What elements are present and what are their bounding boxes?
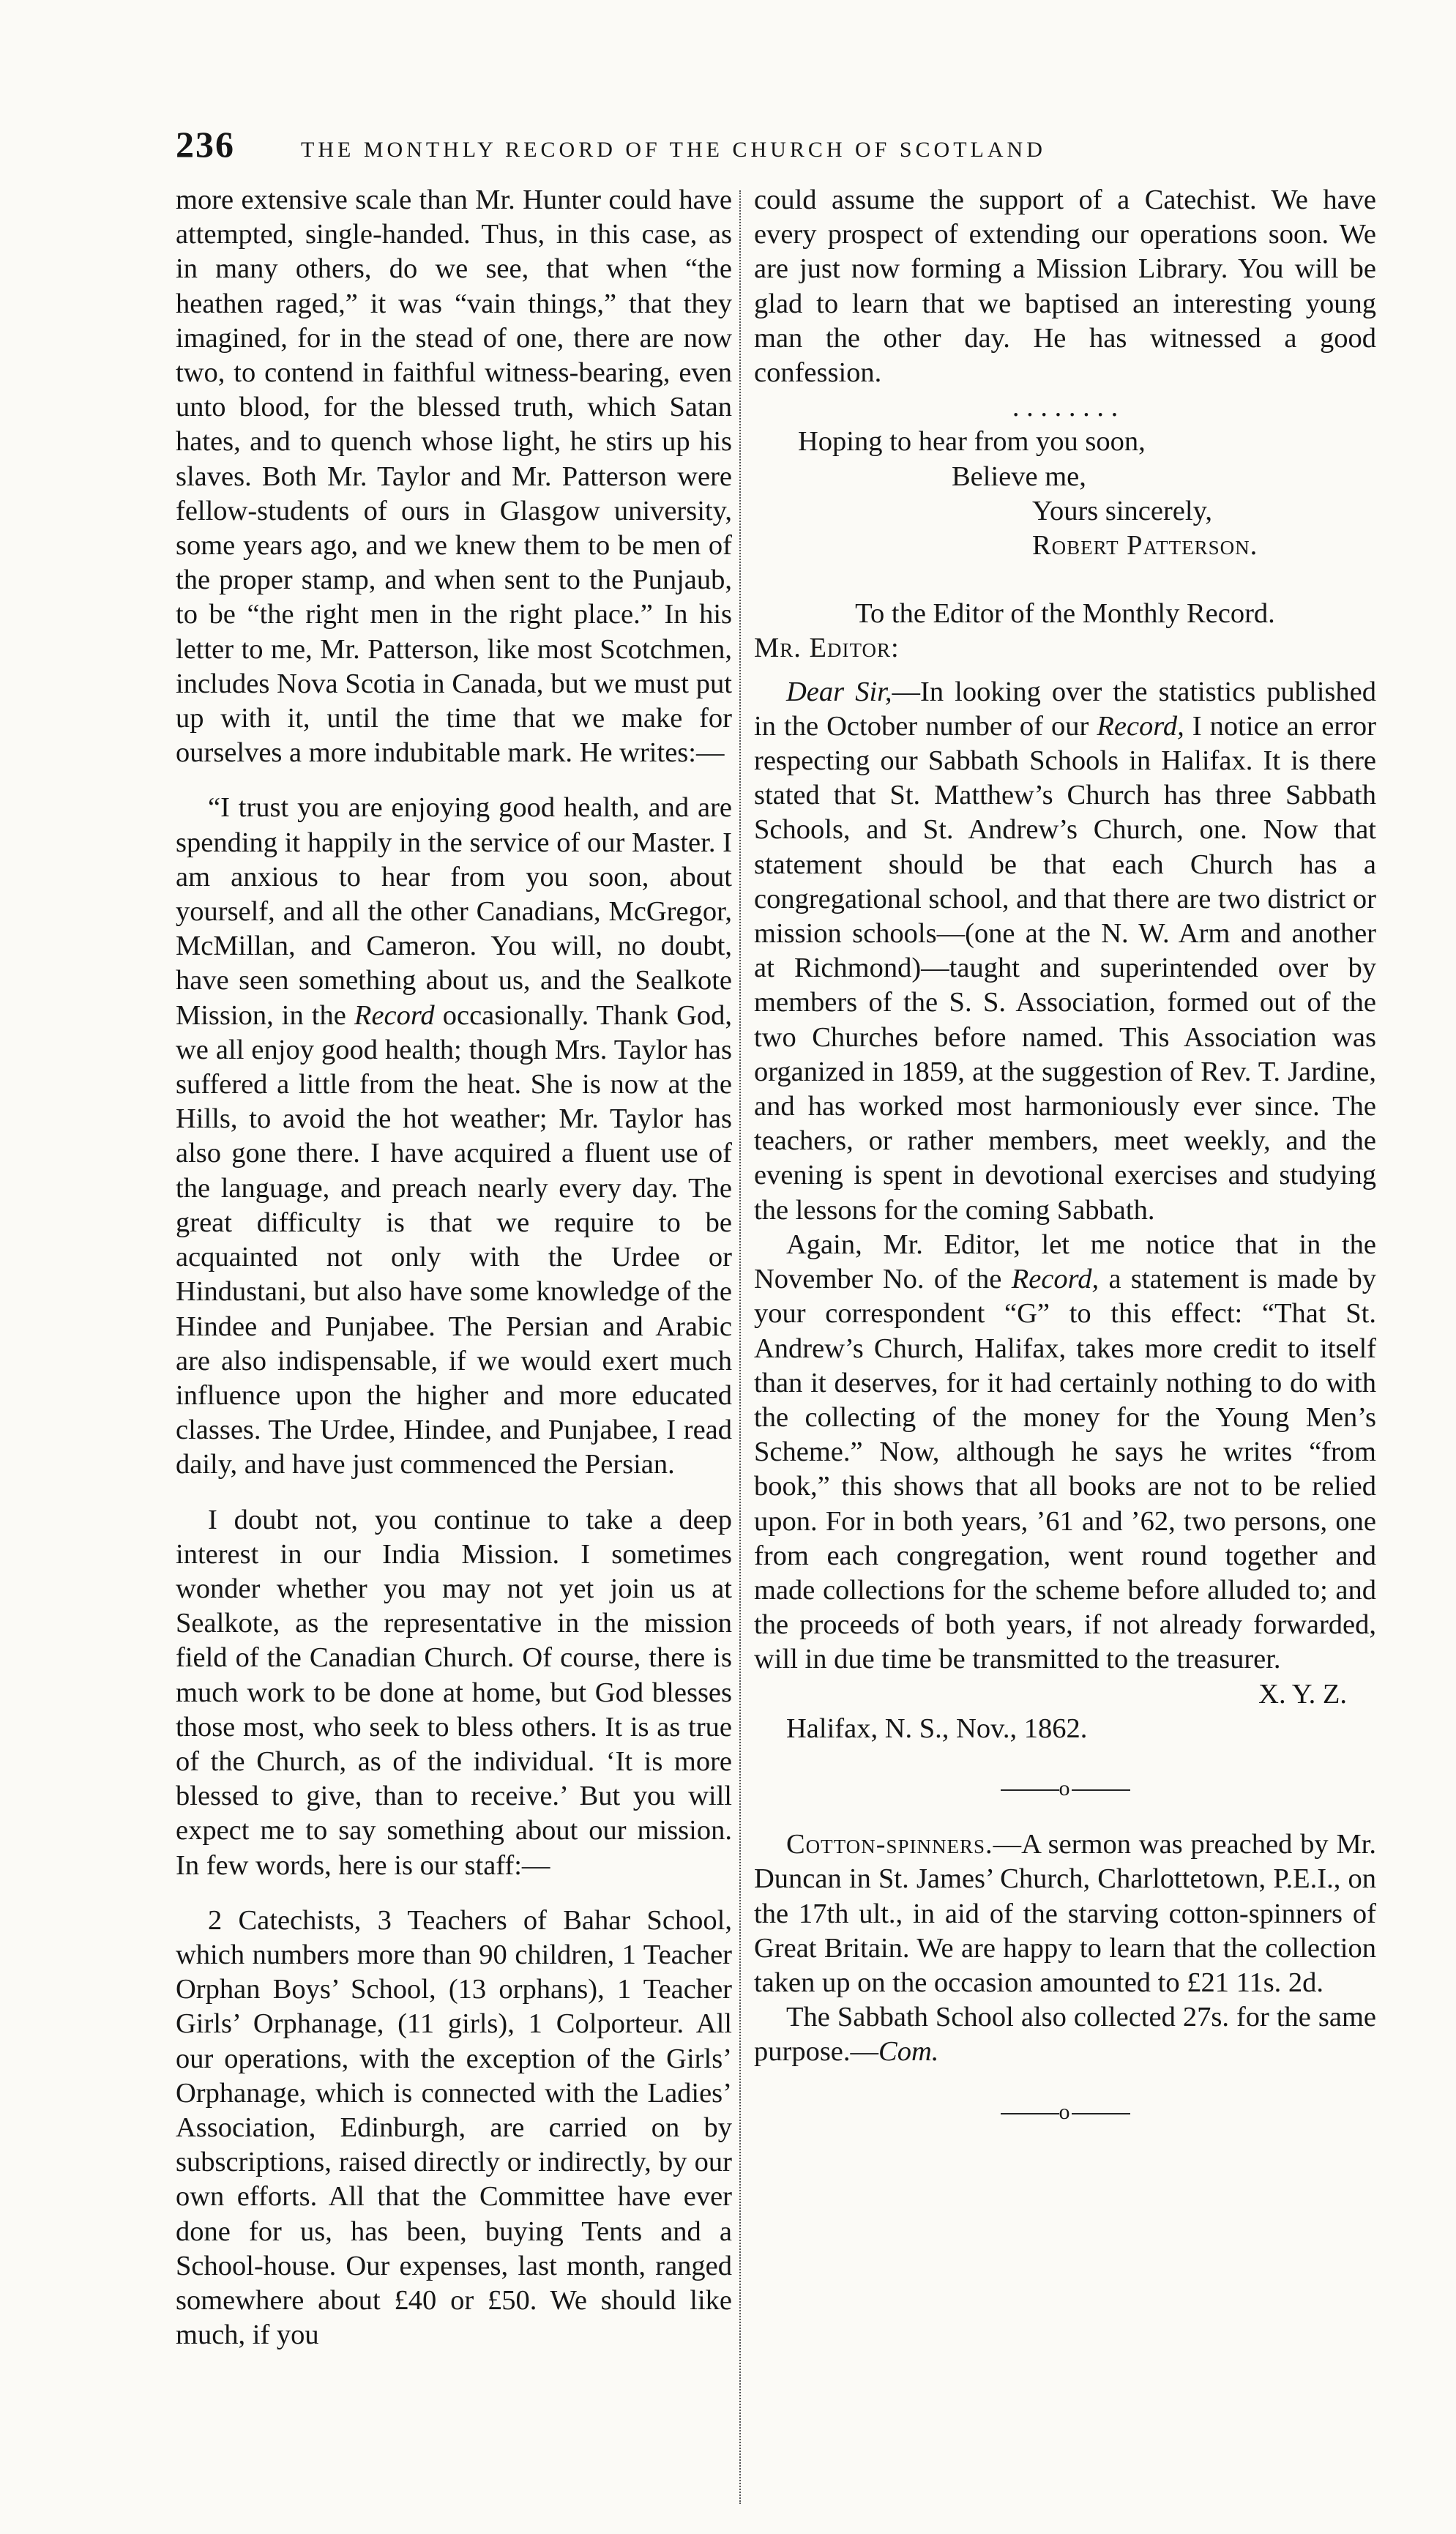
signature-robert-patterson: Robert Patterson. [1032,530,1258,562]
sabbath-school-paragraph: The Sabbath School also collected 27s. for the same purpose.—Com. [754,2002,1376,2068]
salutation: Mr. Editor: [754,633,900,664]
right-paragraph-1: could assume the support of a Catechist. We have every prospect of extending our operations soon. We are just now forming a Mission Library. You will be glad to learn that we baptised an interesting young man the other day. He has witnessed a good confession. [754,185,1376,389]
cotton-spinners-paragraph: Cotton-spinners.—A sermon was preached by Mr. Duncan in St. James’ Church, Charlottetown, P.E.I., on the 17th ult., in aid of the starving cotton-spinners of Great Britain. We are happy to learn that the collection taken up on the occasion amounted to £21 11s. 2d. [754,1829,1376,1998]
letter-paragraph-1: Dear Sir,—In looking over the statistics published in the October number of our Record, I notice an error respecting our Sabbath Schools in Halifax. It is there stated that St. Matthew’s Church has three Sabbath Schools, and St. Andrew’s Church, one. Now that statement should be that each Church has a congregational school, and that there are two district or mission schools—(one at the N. W. Arm and another at Richmond)—taught and superintended over by members of the S. S. Association, formed out of the two Churches before named. This Association was organized in 1859, at the suggestion of Rev. T. Jardine, and has worked most harmoniously ever since. The teachers, or rather members, meet weekly, and the evening is spent in devotional exercises and studying the lessons for the coming Sabbath. [754,676,1376,1226]
letter-quote-paragraph-2: I doubt not, you continue to take a deep interest in our India Mission. I sometimes wonder whether you may not yet join us at Sealkote, as the representative in the mission field of the Canadian Church. Of course, there is much work to be done at home, but God blesses those most, who seek to bless others. It is as true of the Church, as of the individual. ‘It is more blessed to give, than to receive.’ But you will expect me to say something about our mission. In few words, here is our staff:— [176,1504,732,1881]
mission-staff-paragraph: 2 Catechists, 3 Teachers of Bahar School, which numbers more than 90 children, 1 Teacher Orphan Boys’ School, (13 orphans), 1 Teacher Girls’ Orphanage, (11 girls), 1 Colporteur. All our operations, with the exception of the Girls’ Orphanage, which is connected with the Ladies’ Association, Edinburgh, are carried on by subscriptions, raised directly or indirectly, by our own efforts. All that the Committee have ever done for us, has been, buying Tents and a School-house. Our expenses, last month, ranged somewhere about £40 or £50. We should like much, if you [176,1904,732,2351]
end-ornament: o [754,2095,1376,2129]
left-column [176,183,732,2352]
closing-line-2: Believe me, [952,461,1086,492]
running-head: THE MONTHLY RECORD OF THE CHURCH OF SCOTLAND [301,138,1046,162]
letter-closing [754,425,1376,563]
page-header [176,123,1376,167]
letter-dateline: Halifax, N. S., Nov., 1862. [786,1713,1088,1744]
closing-line-3: Yours sincerely, [1032,495,1212,526]
left-paragraph-1: more extensive scale than Mr. Hunter could have attempted, single-handed. Thus, in this case, as in many others, do we see, that when “the heathen raged,” it was “vain things,” that they imagined, for in the stead of one, there are now two, to contend in faithful witness-bearing, even unto blood, for the blessed truth, which Satan hates, and to quench whose light, he stirs up his slaves. Both Mr. Taylor and Mr. Patterson were fellow-students of ours in Glasgow university, some years ago, and we knew them to be men of the proper stamp, and when sent to the Punjaub, to be “the right men in the right place.” In his letter to me, Mr. Patterson, like most Scotchmen, includes Nova Scotia in Canada, but we must put up with it, until the time that we make for ourselves a more indubitable mark. He writes:— [176,185,732,769]
signature-xyz: X. Y. Z. [1258,1678,1347,1710]
ellipsis-dots: . . . . . . . . [1012,392,1119,423]
letter-quote-paragraph-1: “I trust you are enjoying good health, and are spending it happily in the service of our Master. I am anxious to hear from you soon, about yourself, and all the other Canadians, McGregor, McMillan, and Cameron. You will, no doubt, have seen something about us, and the Sealkote Mission, in the Record occasionally. Thank God, we all enjoy good health; though Mrs. Taylor has suffered a little from the heat. She is now at the Hills, to avoid the hot weather; Mr. Taylor has also gone there. I have acquired a fluent use of the language, and preach nearly every day. The great difficulty is that we require to be acquainted not only with the Urdee or Hindustani, but also have some knowledge of the Hindee and Punjabee. The Persian and Arabic are also indispensable, if we would exert much influence upon the higher and more educated classes. The Urdee, Hindee, and Punjabee, I read daily, and have just commenced the Persian. [176,792,733,1480]
record-title: Record [354,999,435,1031]
cotton-spinners-title: Cotton-spinners. [786,1829,993,1860]
letter-paragraph-2: Again, Mr. Editor, let me notice that in the November No. of the Record, a statement is made by your correspondent “G” to this effect: “That St. Andrew’s Church, Halifax, takes more credit to itself than it deserves, for it had certainly nothing to do with the collecting of the money for the Young Men’s Scheme.” Now, although he says he writes “from book,” this shows that all books are not to be relied upon. For in both years, ’61 and ’62, two persons, one from each congregation, went round together and made collections for the scheme before alluded to; and the proceeds of both years, if not already forwarded, will in due time be transmitted to the treasurer. X. Y. Z. [754,1228,1376,1677]
column-divider [739,190,741,2504]
right-column [754,183,1376,2151]
page-number: 236 [176,124,235,165]
closing-line-1: Hoping to hear from you soon, [798,426,1146,458]
section-ornament: o [754,1771,1376,1806]
letter-heading: To the Editor of the Monthly Record. [855,598,1275,630]
